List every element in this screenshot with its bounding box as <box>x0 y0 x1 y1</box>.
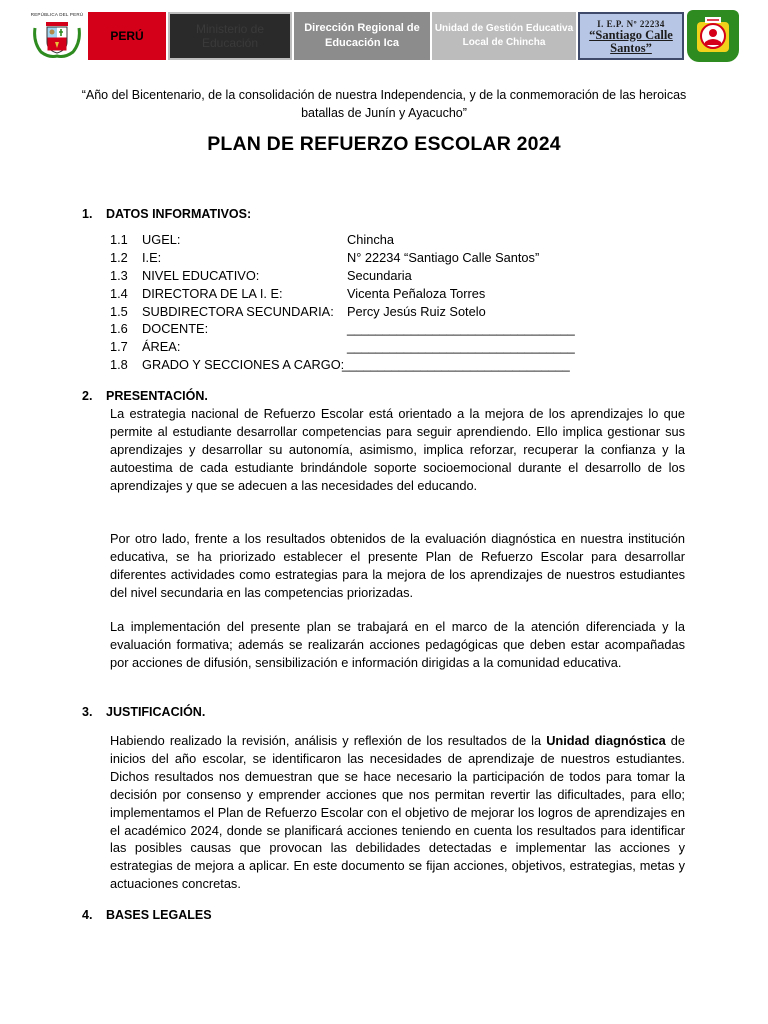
peru-coat-of-arms <box>26 12 88 60</box>
datos-item <box>110 356 570 374</box>
document-title: PLAN DE REFUERZO ESCOLAR 2024 <box>207 133 561 155</box>
item-value: Chincha <box>347 232 394 247</box>
section-heading-datos <box>82 207 251 221</box>
section-title: PRESENTACIÓN. <box>106 389 208 403</box>
section-heading-bases <box>82 908 212 922</box>
school-name-box <box>578 12 684 60</box>
item-key: I.E: <box>142 249 162 265</box>
ugel-label: Unidad de Gestión Educativa Local de Chincha <box>432 12 576 60</box>
section-heading-justificacion <box>82 705 205 719</box>
section-title: DATOS INFORMATIVOS: <box>106 207 252 221</box>
section-title: BASES LEGALES <box>106 908 212 922</box>
justificacion-paragraph <box>110 732 685 893</box>
item-number: 1.5 <box>110 303 128 319</box>
datos-item <box>110 338 575 356</box>
item-value: Percy Jesús Ruiz Sotelo <box>347 303 486 319</box>
section-number: 1. <box>82 207 93 221</box>
item-key: GRADO Y SECCIONES A CARGO: <box>142 357 345 373</box>
justificacion-text-end: de inicios del año escolar, se identificaron las necesidades de aprendizaje de nuestros estudiantes. Dichos resultados nos demuestran que se hace necesario la participación de todos para tomar la decisión por consenso y emprender acciones que nos permitan revertir las dificultades, para ello; implementamos el Plan de Refuerzo Escolar con el objetivo de mejorar los logros de aprendizajes en el académico 2024, donde se planificará acciones teniendo en cuenta los resultados para identificar las posibles causas que provocan las debilidades detectadas e implementar las acciones y estrategias de mejora a aplicar. En este documento se fijan acciones, objetivos, estrategias, metas y actuaciones concretas. <box>110 733 686 892</box>
item-value: N° 22234 “Santiago Calle Santos” <box>347 249 540 265</box>
school-logo <box>687 10 739 62</box>
document-header <box>0 10 768 66</box>
datos-list <box>110 231 575 374</box>
justificacion-text-start: Habiendo realizado la revisión, análisis y reflexión de los resultados de la <box>110 733 547 748</box>
coat-of-arms-icon <box>31 18 83 58</box>
dre-label: Dirección Regional de Educación Ica <box>294 12 430 60</box>
section-number: 2. <box>82 389 93 403</box>
datos-item <box>110 249 540 267</box>
fill-in-line: ________________________________ <box>347 339 575 355</box>
section-number: 4. <box>82 908 93 922</box>
school-number: I. E.P. Nº 22234 <box>597 18 665 29</box>
item-number: 1.7 <box>110 339 128 355</box>
ministerio-label: Ministerio de Educación <box>168 12 292 60</box>
item-key: NIVEL EDUCATIVO: <box>142 267 260 283</box>
datos-item <box>110 320 575 338</box>
fill-in-line: ________________________________ <box>347 321 575 337</box>
school-name: “Santiago Calle Santos” <box>589 27 673 55</box>
item-key: ÁREA: <box>142 339 181 355</box>
justificacion-emphasis: Unidad diagnóstica <box>546 733 666 748</box>
presentacion-paragraph-1: La estrategia nacional de Refuerzo Escolar está orientado a la mejora de los aprendizajes lo que permite al estudiante desarrollar competencias para seguir aprendiendo. Ello implica gestionar sus aprendizajes y desarrollar su autonomía, asimismo, implica reforzar, recuperar la confianza y la autoestima de cada estudiante brindándole soporte socioemocional durante el desarrollo de los aprendizajes y que se adecuen a las necesidades del educando. <box>110 406 685 493</box>
item-number: 1.1 <box>110 232 128 247</box>
section-number: 3. <box>82 705 93 719</box>
item-number: 1.8 <box>110 357 128 373</box>
item-number: 1.4 <box>110 285 128 301</box>
item-key: DOCENTE: <box>142 321 209 337</box>
year-motto: “Año del Bicentenario, de la consolidación de nuestra Independencia, y de la conmemoración de las heroicas batallas de Junín y Ayacucho” <box>81 88 687 120</box>
item-key: SUBDIRECTORA SECUNDARIA: <box>142 303 334 319</box>
item-key: DIRECTORA DE LA I. E: <box>142 285 283 301</box>
crest-caption: REPÚBLICA DEL PERÚ <box>30 12 84 17</box>
datos-item <box>110 285 486 303</box>
fill-in-line: ________________________________ <box>342 357 570 373</box>
item-number: 1.3 <box>110 267 128 283</box>
school-emblem-icon <box>691 14 735 58</box>
item-key: UGEL: <box>142 232 181 247</box>
item-number: 1.6 <box>110 321 128 337</box>
datos-item <box>110 303 486 321</box>
section-title: JUSTIFICACIÓN. <box>106 705 206 719</box>
datos-item <box>110 267 412 285</box>
datos-item <box>110 231 394 249</box>
item-value: Vicenta Peñaloza Torres <box>347 285 486 301</box>
presentacion-paragraph-2: Por otro lado, frente a los resultados obtenidos de la evaluación diagnóstica en nuestra institución educativa, se ha priorizado establecer el presente Plan de Refuerzo Escolar para desarrollar diferentes actividades como estrategias para la mejora de los aprendizajes de nuestros estudiantes del nivel secundaria en las competencias priorizadas. <box>110 531 685 600</box>
presentacion-paragraph-3: La implementación del presente plan se trabajará en el marco de la atención diferenciada y la evaluación formativa; además se realizarán acciones pedagógicas que deben estar acompañadas por acciones de difusión, sensibilización e información dirigidas a la comunidad educativa. <box>110 619 685 670</box>
item-value: Secundaria <box>347 267 412 283</box>
peru-label: PERÚ <box>88 12 166 60</box>
item-number: 1.2 <box>110 249 128 265</box>
section-heading-presentacion <box>82 389 208 403</box>
